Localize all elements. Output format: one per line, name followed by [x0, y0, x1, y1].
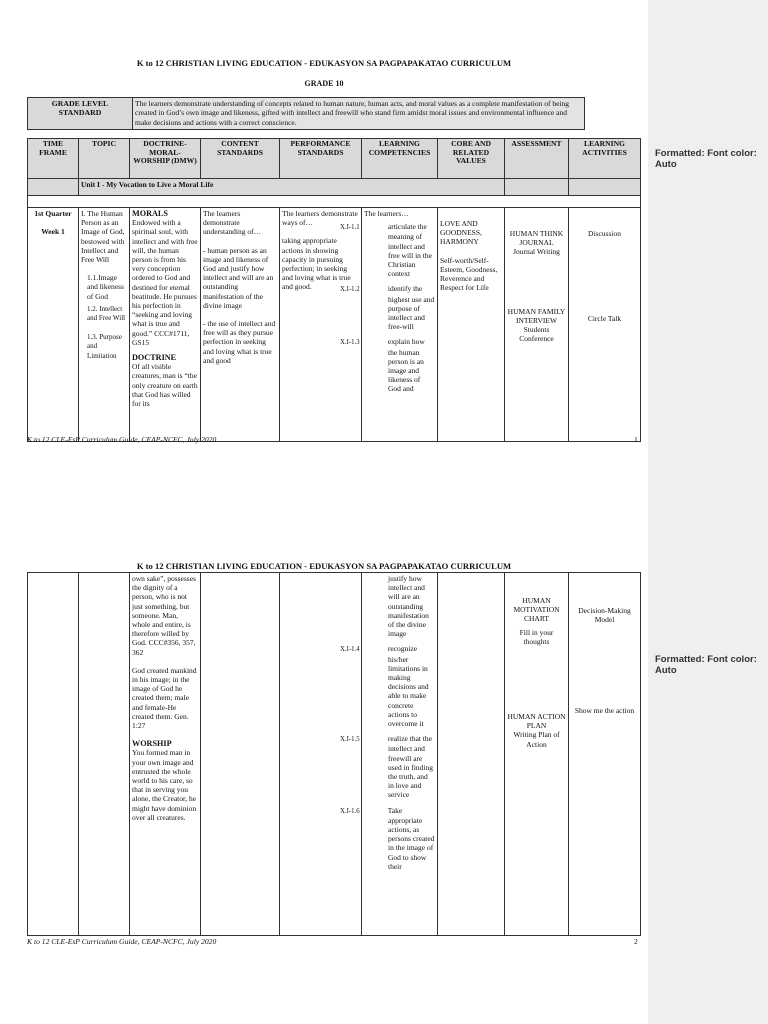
competency-text: recognize his/her limitations in making decisions and able to make concrete actions to overcome it	[387, 644, 429, 729]
competency-text: identify the highest use and purpose of intellect and free-will	[387, 284, 435, 332]
col-core-values: CORE AND RELATED VALUES	[438, 139, 505, 179]
page-number-2: 2	[634, 937, 638, 946]
doctrine-text: Of all visible creatures, man is “the only creature on earth that God has willed for its	[132, 362, 198, 409]
activity-2: Circle Talk	[587, 314, 622, 324]
competency-item	[340, 284, 435, 332]
col-time-frame: TIME FRAME	[28, 139, 79, 179]
assessment-cell-2	[505, 573, 569, 936]
assessment-3-detail: Fill in your thoughts	[519, 627, 554, 646]
quarter-label: 1st Quarter	[34, 209, 72, 218]
page-number: 1	[634, 435, 638, 444]
curriculum-table-page2	[27, 572, 641, 936]
competency-code: X.I-1.4	[340, 646, 360, 654]
content-intro: The learners demonstrate understanding of…	[203, 209, 262, 237]
col-learning-competencies: LEARNING COMPETENCIES	[362, 139, 438, 179]
dmw-cell	[130, 208, 201, 442]
assessment-1: HUMAN THINK JOURNAL	[509, 229, 564, 248]
grade-level-standard-table	[27, 97, 585, 130]
doctrine-continued: own sake”, possesses the dignity of a person, who is not just something, but someone. Man, whole and entire, is therefore willed by God. CCC#356, 357, 362	[132, 574, 196, 657]
competency-item	[340, 734, 435, 800]
competency-code: X.I-1.3	[340, 339, 360, 347]
competency-text: explain how the human person is an image and likeness of God and	[387, 337, 425, 394]
page-footer: K to 12 CLE-EsP Curriculum Guide, CEAP-NCFC, July 2020	[27, 435, 217, 444]
col-assessment: ASSESSMENT	[505, 139, 569, 179]
competency-code: X.I-1.6	[340, 807, 360, 815]
competency-item	[340, 337, 435, 394]
performance-point-1: taking appropriate actions in showing capacity in pursuing perfection; in seeking and loving what is true and good.	[282, 236, 351, 292]
content-point-2: - the use of intellect and free will as they pursue perfection in seeking and loving what is true and good	[203, 319, 276, 365]
col-dmw: DOCTRINE-MORAL-WORSHIP (DMW)	[130, 139, 201, 179]
formatting-note-2: Formatted: Font color: Auto	[655, 654, 757, 676]
competency-item	[340, 805, 435, 871]
formatting-note: Formatted: Font color: Auto	[655, 148, 757, 170]
morals-text: Endowed with a spiritual soul, with intellect and with free will, the human person is from his very conception ordered to God and destined for eternal beatitude. He pursues his perfection in “seeking and loving what is true and good.” CCC#1711, GS15	[132, 218, 198, 347]
assessment-cell	[505, 208, 569, 442]
topic-sub-1: 1.1.Image and likeness of God	[87, 273, 124, 301]
competency-code: X.I-1.5	[340, 736, 360, 744]
competencies-cell	[340, 208, 438, 442]
performance-standards-cell	[280, 208, 362, 442]
value-2: Self-worth/Self-Esteem, Goodness, Reverence and Respect for Life	[440, 255, 498, 293]
week-label: Week 1	[41, 227, 65, 237]
competencies-cell-2	[340, 573, 438, 936]
col-content-standards: CONTENT STANDARDS	[201, 139, 280, 179]
activity-4: Show me the action	[574, 706, 635, 716]
topic-sub-3: 1.3. Purpose and Limitation	[87, 333, 122, 360]
gls-label: GRADE LEVEL STANDARD	[28, 98, 133, 130]
assessment-4-detail: Writing Plan of Action	[513, 730, 560, 749]
doctrine-genesis: God created mankind in his image; in the image of God he created them; male and female-He created them. Gen. 1:27	[132, 665, 197, 731]
col-learning-activities: LEARNING ACTIVITIES	[569, 139, 641, 179]
curriculum-table-page1	[27, 138, 641, 442]
topic-cell	[79, 208, 130, 442]
worship-heading: WORSHIP	[132, 739, 172, 749]
competencies-intro: The learners…	[364, 209, 409, 218]
activity-3: Decision-Making Model	[578, 606, 631, 625]
competency-text: articulate the meaning of intellect and free will in the Christian context	[387, 222, 432, 279]
competency-code: X.I-1.1	[340, 224, 360, 232]
activities-cell	[569, 208, 641, 442]
unit-title: Unit I - My Vocation to Live a Moral Life	[79, 179, 505, 196]
assessment-4: HUMAN ACTION PLAN	[507, 712, 566, 731]
competency-text: realize that the intellect and freewill are used in finding the truth, and in love and service	[387, 734, 433, 800]
content-standards-cell	[201, 208, 280, 442]
worship-text: You formed man in your own image and entrusted the whole world to his care, so that in serving you alone, the Creator, he might have dominion over all creatures.	[132, 748, 197, 822]
grade-heading: GRADE 10	[304, 79, 344, 88]
competency-code: X.I-1.2	[340, 286, 360, 294]
dmw-cell-2	[130, 573, 201, 936]
core-values-cell	[438, 208, 505, 442]
activity-1: Discussion	[588, 229, 621, 238]
assessment-2-detail: Students Conference	[519, 325, 554, 344]
page-title-2: K to 12 CHRISTIAN LIVING EDUCATION - EDUKASYON SA PAGPAPAKATAO CURRICULUM	[136, 561, 512, 571]
value-1: LOVE AND GOODNESS, HARMONY	[440, 219, 482, 247]
gls-text: The learners demonstrate understanding of concepts related to human nature, human acts, and moral values as a complete manifestation of being created in God’s own image and likeness, gifted with intellect and freewill who stand firm amidst moral issues and environmental influence and make decisions and actions with a correct conscience.	[133, 98, 585, 130]
morals-heading: MORALS	[132, 209, 168, 218]
content-point-1: - human person as an image and likeness of God and justify how intellect and will are an outstanding manifestation of the divine image	[203, 245, 274, 310]
assessment-1-detail: Journal Writing	[513, 247, 560, 257]
activities-cell-2	[569, 573, 641, 936]
col-performance-standards: PERFORMANCE STANDARDS	[280, 139, 362, 179]
assessment-2: HUMAN FAMILY INTERVIEW	[507, 306, 566, 325]
competency-text: Take appropriate actions, as persons created in the image of God to show their	[387, 805, 435, 871]
time-frame-cell	[28, 208, 79, 442]
topic-main: I. The Human Person as an Image of God, bestowed with Intellect and Free Will	[81, 209, 125, 265]
topic-sub-2: 1.2. Intellect and Free Will	[87, 304, 126, 323]
doctrine-heading: DOCTRINE	[132, 353, 177, 363]
col-topic: TOPIC	[79, 139, 130, 179]
competency-item	[340, 222, 435, 279]
assessment-3: HUMAN MOTIVATION CHART	[513, 596, 560, 624]
page-title: K to 12 CHRISTIAN LIVING EDUCATION - EDUKASYON SA PAGPAPAKATAO CURRICULUM	[136, 58, 512, 68]
competency-item	[340, 644, 435, 729]
page-footer-2: K to 12 CLE-EsP Curriculum Guide, CEAP-NCFC, July 2020	[27, 937, 217, 946]
performance-intro: The learners demonstrate ways of…	[282, 209, 358, 228]
competency-continued: justify how intellect and will are an outstanding manifestation of the divine image	[388, 574, 429, 639]
